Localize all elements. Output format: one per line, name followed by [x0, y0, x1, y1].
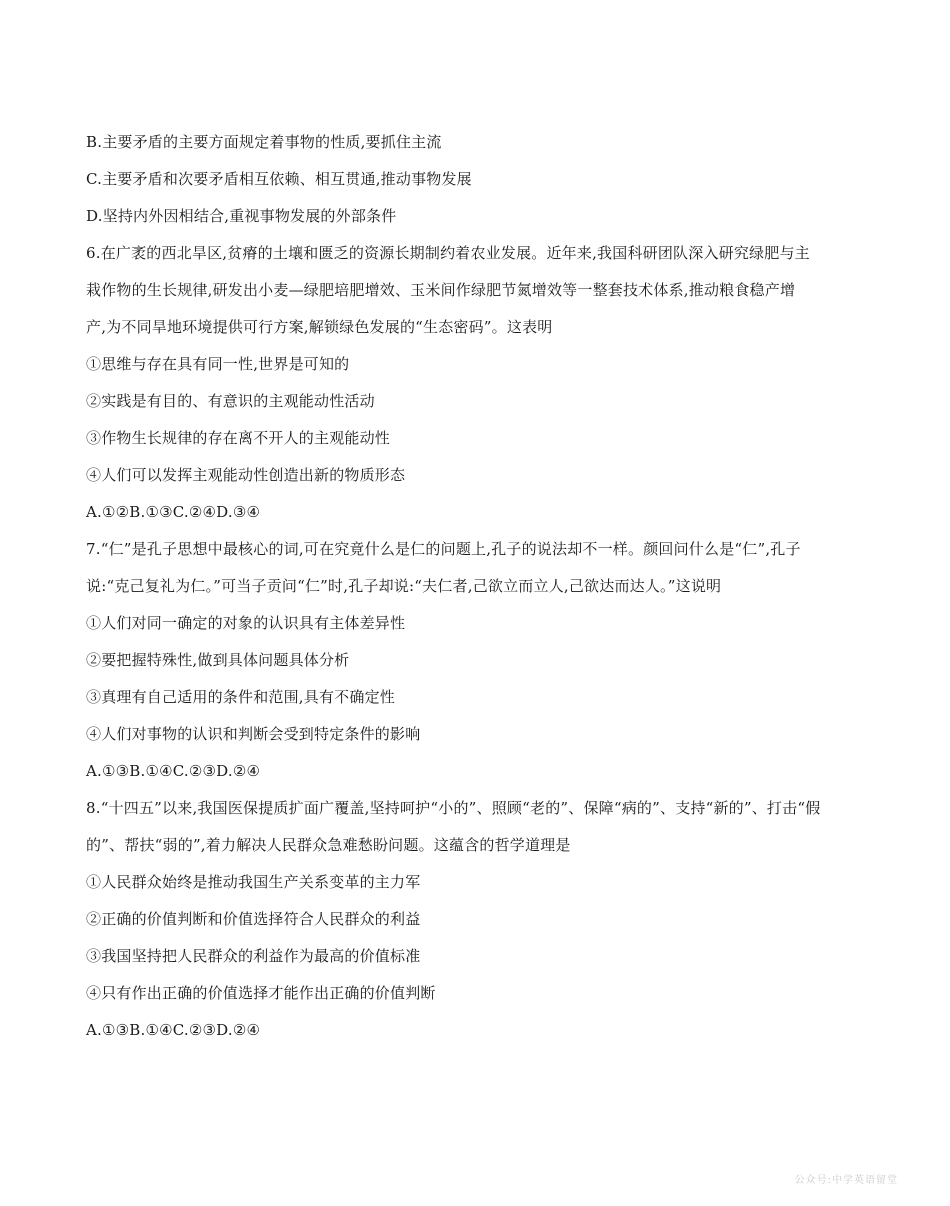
question-6-line-1: 6.在广袤的西北旱区,贫瘠的土壤和匮乏的资源长期制约着农业发展。近年来,我国科研团队深入研究绿肥与主 [86, 244, 810, 262]
q6-answer-choices: A.①②B.①③C.②④D.③④ [86, 503, 261, 521]
q8-statement-3: ③我国坚持把人民群众的利益作为最高的价值标准 [86, 947, 421, 965]
q6-statement-2: ②实践是有目的、有意识的主观能动性活动 [86, 392, 375, 410]
question-7-line-2: 说:“克己复礼为仁。”可当子贡问“仁”时,孔子却说:“夫仁者,己欲立而立人,己欲达而达人。”这说明 [86, 577, 722, 595]
option-c-line: C.主要矛盾和次要矛盾相互依赖、相互贯通,推动事物发展 [86, 170, 472, 188]
q8-answer-choices: A.①③B.①④C.②③D.②④ [86, 1021, 261, 1039]
q7-statement-1: ①人们对同一确定的对象的认识具有主体差异性 [86, 614, 406, 632]
q8-statement-4: ④只有作出正确的价值选择才能作出正确的价值判断 [86, 984, 436, 1002]
question-8-line-1: 8.“十四五”以来,我国医保提质扩面广覆盖,坚持呵护“小的”、照顾“老的”、保障“病的”、支持“新的”、打击“假 [86, 799, 821, 817]
q6-statement-3: ③作物生长规律的存在离不开人的主观能动性 [86, 429, 391, 447]
option-d-line: D.坚持内外因相结合,重视事物发展的外部条件 [86, 207, 397, 225]
q8-statement-1: ①人民群众始终是推动我国生产关系变革的主力军 [86, 873, 421, 891]
question-7-line-1: 7.“仁”是孔子思想中最核心的词,可在究竟什么是仁的问题上,孔子的说法却不一样。颜回问什么是“仁”,孔子 [86, 540, 801, 558]
q7-statement-3: ③真理有自己适用的条件和范围,具有不确定性 [86, 688, 395, 706]
q7-statement-2: ②要把握特殊性,做到具体问题具体分析 [86, 651, 350, 669]
q7-statement-4: ④人们对事物的认识和判断会受到特定条件的影响 [86, 725, 421, 743]
q8-statement-2: ②正确的价值判断和价值选择符合人民群众的利益 [86, 910, 421, 928]
option-b-line: B.主要矛盾的主要方面规定着事物的性质,要抓住主流 [86, 133, 442, 151]
q7-answer-choices: A.①③B.①④C.②③D.②④ [86, 762, 261, 780]
q6-statement-1: ①思维与存在具有同一性,世界是可知的 [86, 355, 350, 373]
question-8-line-2: 的”、帮扶“弱的”,着力解决人民群众急难愁盼问题。这蕴含的哲学道理是 [86, 836, 571, 854]
q6-statement-4: ④人们可以发挥主观能动性创造出新的物质形态 [86, 466, 406, 484]
question-6-line-3: 产,为不同旱地环境提供可行方案,解锁绿色发展的“生态密码”。这表明 [86, 318, 553, 336]
question-text-block [86, 124, 866, 1049]
question-6-line-2: 栽作物的生长规律,研发出小麦—绿肥培肥增效、玉米间作绿肥节氮增效等一整套技术体系,推动粮食稳产增 [86, 281, 796, 299]
watermark-text: 公众号:中学英语留堂 [794, 1175, 898, 1186]
